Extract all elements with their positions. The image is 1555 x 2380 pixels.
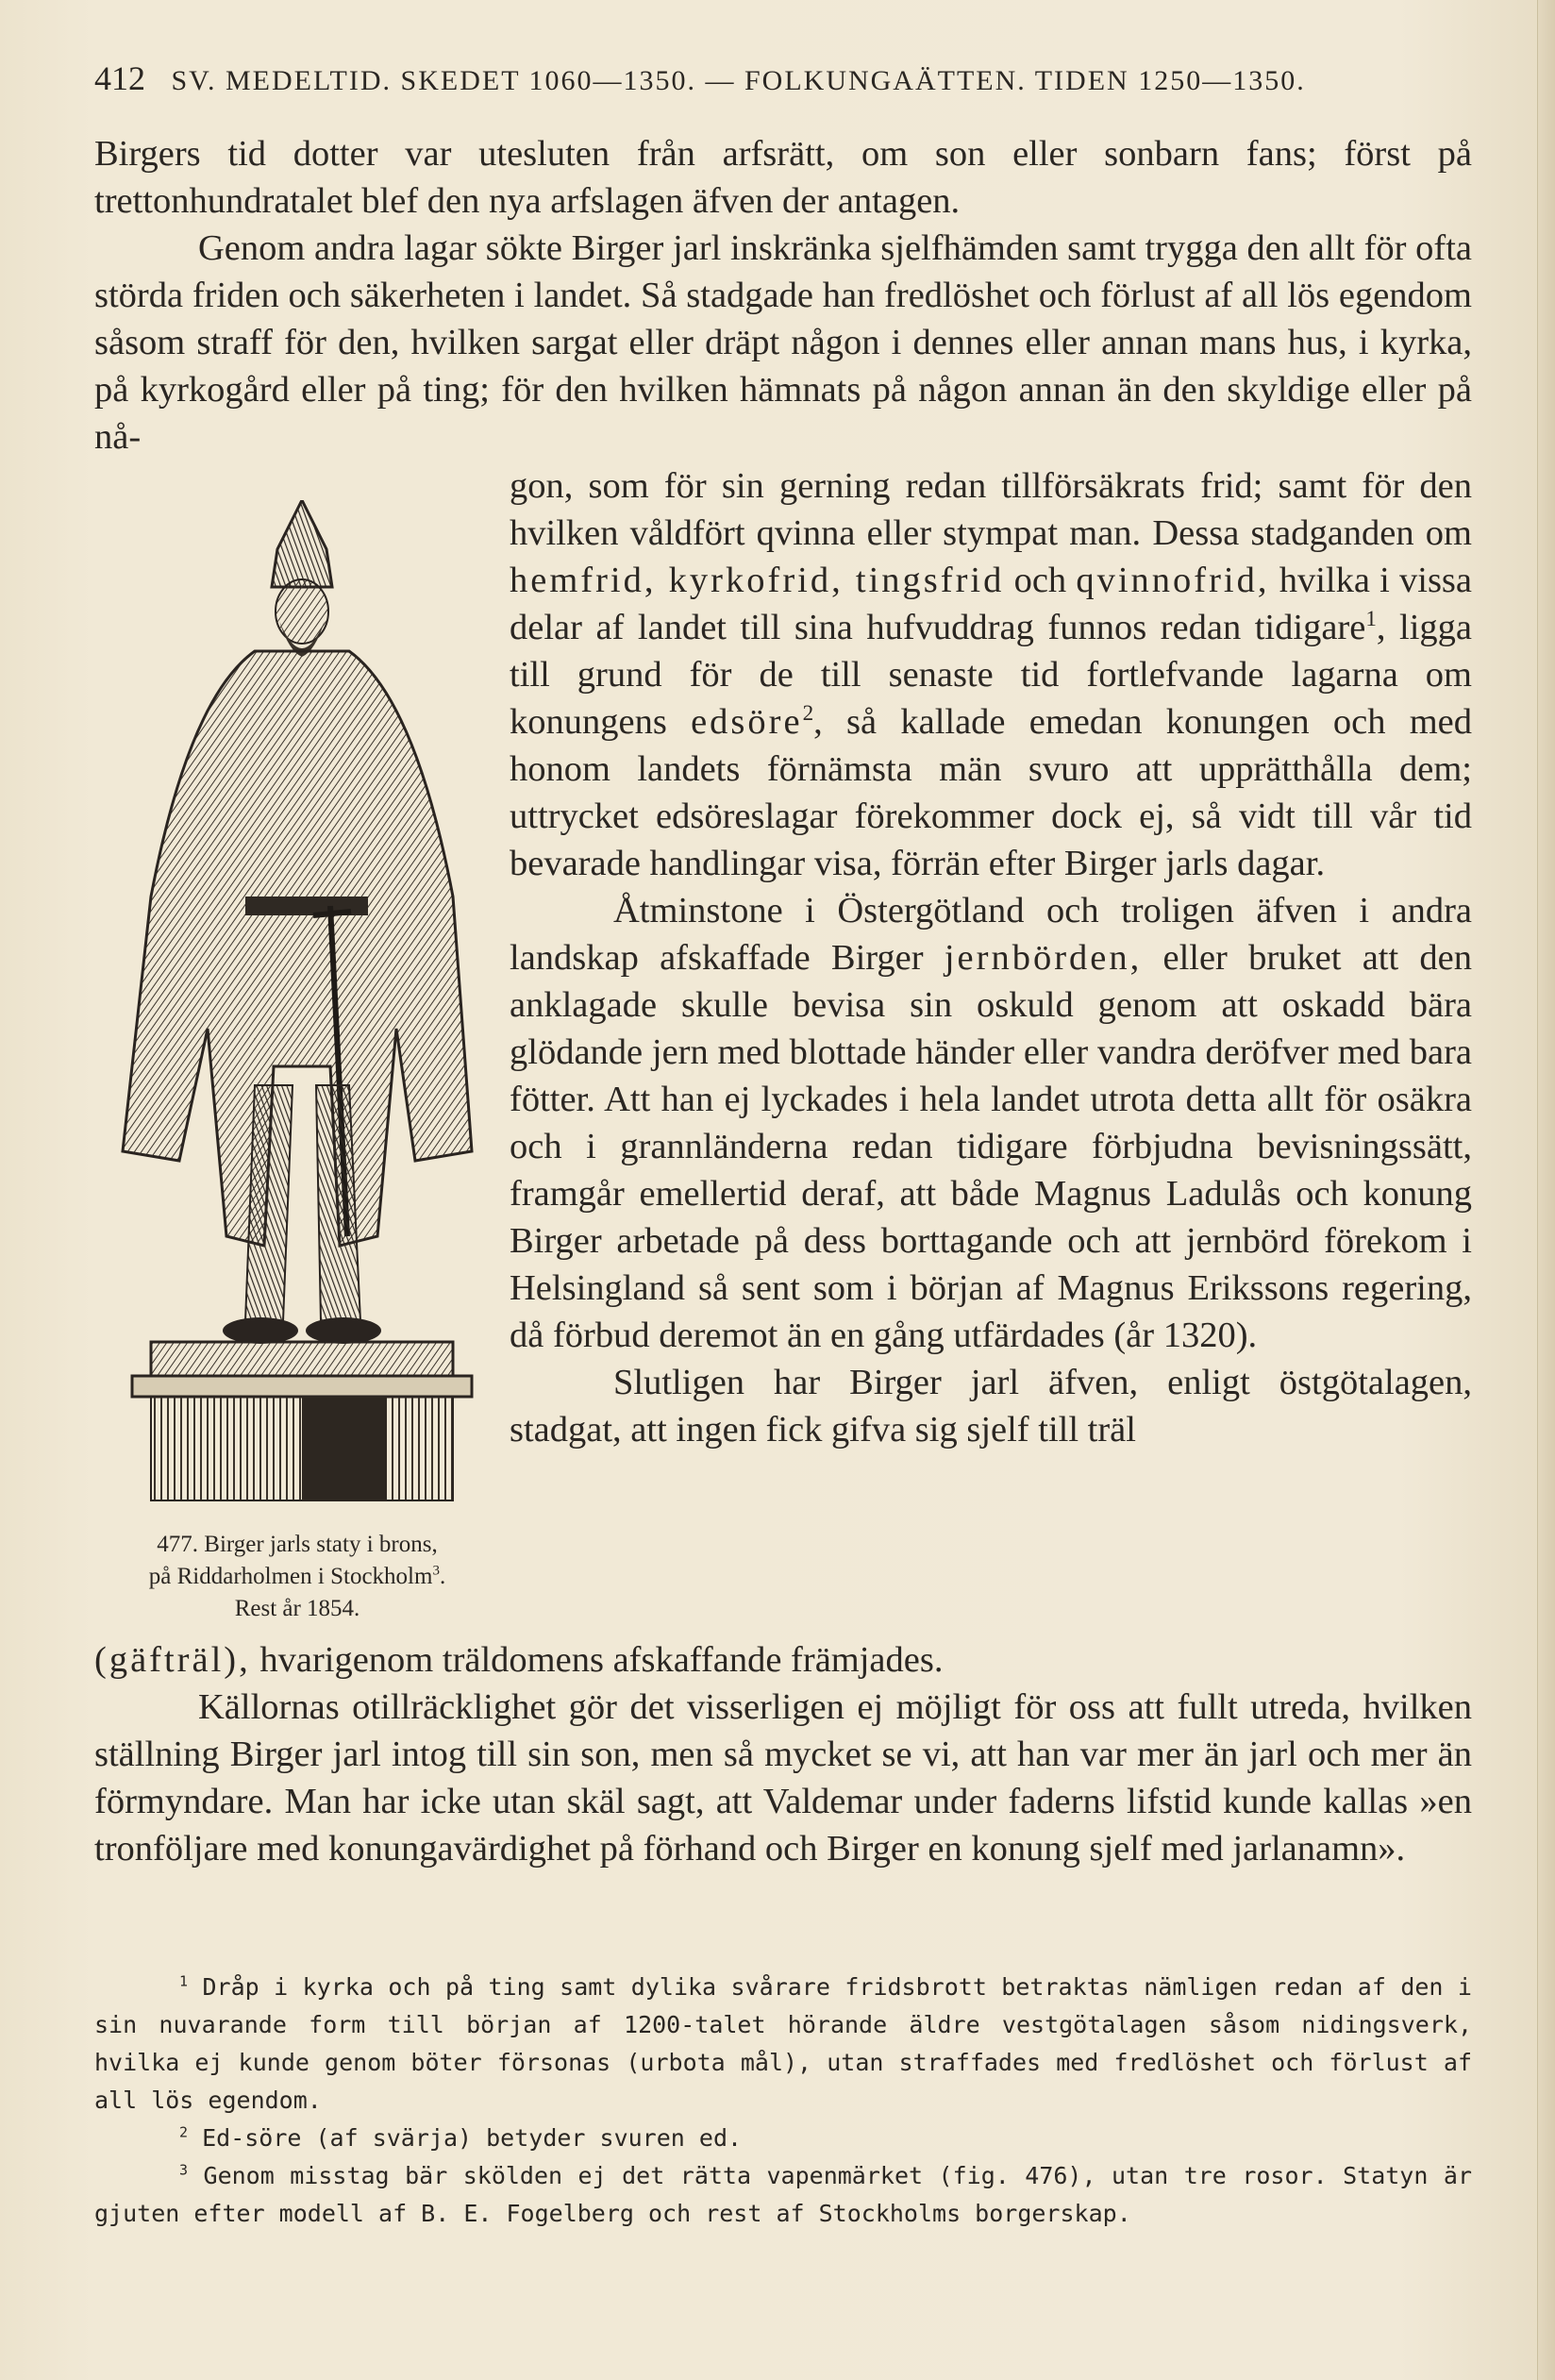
plinth-top: [151, 1342, 453, 1376]
text-after-figure: [94, 1636, 1472, 1872]
paragraph-5: Källornas otillräcklighet gör det visserligen ej möjligt för oss att fullt utreda, hvilken ställning Birger jarl intog till sin son, men så mycket se vi, att han var mer än jarl och mer än förmyndare. Man har icke utan skäl sagt, att Valdemar under faderns lifstid kunde kallas »en tronföljare med konungavärdighet på förhand och Birger en konung sjelf med jarlanamn».: [94, 1687, 1472, 1869]
footnote-1-mark: 1: [179, 1972, 189, 1990]
footnote-1-text: Dråp i kyrka och på ting samt dylika svårare fridsbrott betraktas nämligen redan af den i sin nuvarande form till början af 1200-talet hörande äldre vestgötalagen såsom nidingsverk, hvilka ej kunde genom böter försonas (urbota mål), utan straffades med fredlöshet och förlust af all lös egendom.: [94, 1973, 1472, 2114]
caption-line-1: 477. Birger jarls staty i brons,: [157, 1532, 438, 1557]
figure-caption: [94, 1529, 500, 1625]
p2b-before: gon, som för sin gerning redan tillförsäkrats frid; samt för den hvilken våldfört qvinna eller stympat man. Dessa stadganden om: [510, 466, 1472, 553]
p2b-mid: och: [1013, 561, 1067, 600]
statue-figure: [113, 500, 491, 1519]
footnote-1: [94, 1969, 1472, 2120]
helmet-shape: [272, 500, 332, 587]
caption-place: på Riddarholmen i Stockholm: [148, 1564, 433, 1589]
footnote-2: [94, 2120, 1472, 2157]
p4-rest: hvarigenom träldomens afskaffande främjades.: [259, 1640, 944, 1680]
paragraph-4-start: Slutligen har Birger jarl äfven, enligt östgötalagen, stadgat, att ingen fick gifva sig sjelf till träl: [510, 1363, 1472, 1450]
p2b-after: hvilka i vissa delar af landet till sina hufvuddrag funnos redan tidigare: [510, 561, 1473, 647]
cloak-shape: [123, 651, 472, 1246]
p2b-spaced3: edsöre: [691, 702, 803, 742]
wrapped-column: [510, 462, 1472, 1453]
paragraph-3: [510, 887, 1472, 1359]
p2b-spaced: hemfrid, kyrkofrid, tingsfrid: [510, 561, 1005, 600]
statue-engraving: [113, 500, 491, 1519]
footnote-ref-2: 2: [802, 700, 814, 726]
footnote-2-text: Ed-söre (af svärja) betyder svuren ed.: [202, 2124, 743, 2152]
footnote-2-mark: 2: [179, 2123, 189, 2141]
running-title: SV. MEDELTID. SKEDET 1060—1350. — FOLKUNGAÄTTEN. TIDEN 1250—1350.: [171, 65, 1306, 96]
page-number: 412: [94, 59, 145, 97]
footnote-ref-1: 1: [1365, 606, 1377, 631]
running-header: [94, 59, 1472, 96]
footnote-3: [94, 2157, 1472, 2233]
p2b-end: , så kallade emedan konungen och med honom landets förnämsta män svuro att upprätthålla dem; uttrycket edsöreslagar förekommer dock ej, så vidt till vår tid bevarade handlingar visa, förrän efter Birger jarls dagar.: [510, 702, 1472, 883]
footnote-3-mark: 3: [179, 2161, 189, 2179]
footnote-3-text: Genom misstag bär skölden ej det rätta vapenmärket (fig. 476), utan tre rosor. Statyn är gjuten efter modell af B. E. Fogelberg och rest af Stockholms borgerskap.: [94, 2162, 1472, 2227]
caption-footnote-ref: 3: [432, 1563, 440, 1579]
p3-spaced: jernbörden,: [944, 938, 1143, 978]
p4-spaced: (gäfträl),: [94, 1640, 251, 1680]
footnotes: [94, 1969, 1472, 2233]
paragraph-2-lead: Genom andra lagar sökte Birger jarl inskränka sjelfhämden samt trygga den allt för ofta störda friden och säkerheten i landet. Så stadgade han fredlöshet och förlust af all lös egendom såsom straff för den, hvilken sargat eller dräpt någon i dennes eller annan mans hus, i kyrka, på kyrkogård eller på ting; för den hvilken hämnats på någon annan än den skyldige eller på nå-: [94, 228, 1472, 457]
paragraph-4-end: [94, 1636, 1472, 1684]
p2b-spaced2: qvinnofrid,: [1076, 561, 1270, 600]
caption-line-2: på Riddarholmen i Stockholm$^3$.: [148, 1563, 446, 1589]
p3-start: Åtminstone i Östergötland och troligen äfven i andra landskap afskaffade Birger: [510, 891, 1472, 978]
p3-rest: eller bruket att den anklagade skulle bevisa sin oskuld genom att oskadd bära glödande jern med blottade händer eller vandra deröfver med bara fötter. Att han ej lyckades i hela landet utrota detta allt för osäkra och i grannländerna redan tidigare förbjudna bevisningssätt, framgår emellertid deraf, att både Magnus Ladulås och konung Birger arbetade på dess borttagande och att jernbörd förekom i Helsingland så sent som i början af Magnus Erikssons regering, då förbud deremot än en gång utfärdades (år 1320).: [510, 938, 1473, 1355]
page-edge: [1537, 0, 1555, 2380]
paragraph-1-text: Birgers tid dotter var utesluten från arfsrätt, om son eller sonbarn fans; först på trettonhundratalet blef den nya arfslagen äfven der antagen.: [94, 134, 1472, 221]
caption-line-3: Rest år 1854.: [234, 1596, 360, 1621]
paragraph-1: [94, 130, 1472, 461]
paragraph-2-continued: [510, 462, 1472, 887]
p2b-after2: , ligga till grund för de till senaste tid fortlefvande lagarna om konungens: [510, 608, 1473, 742]
